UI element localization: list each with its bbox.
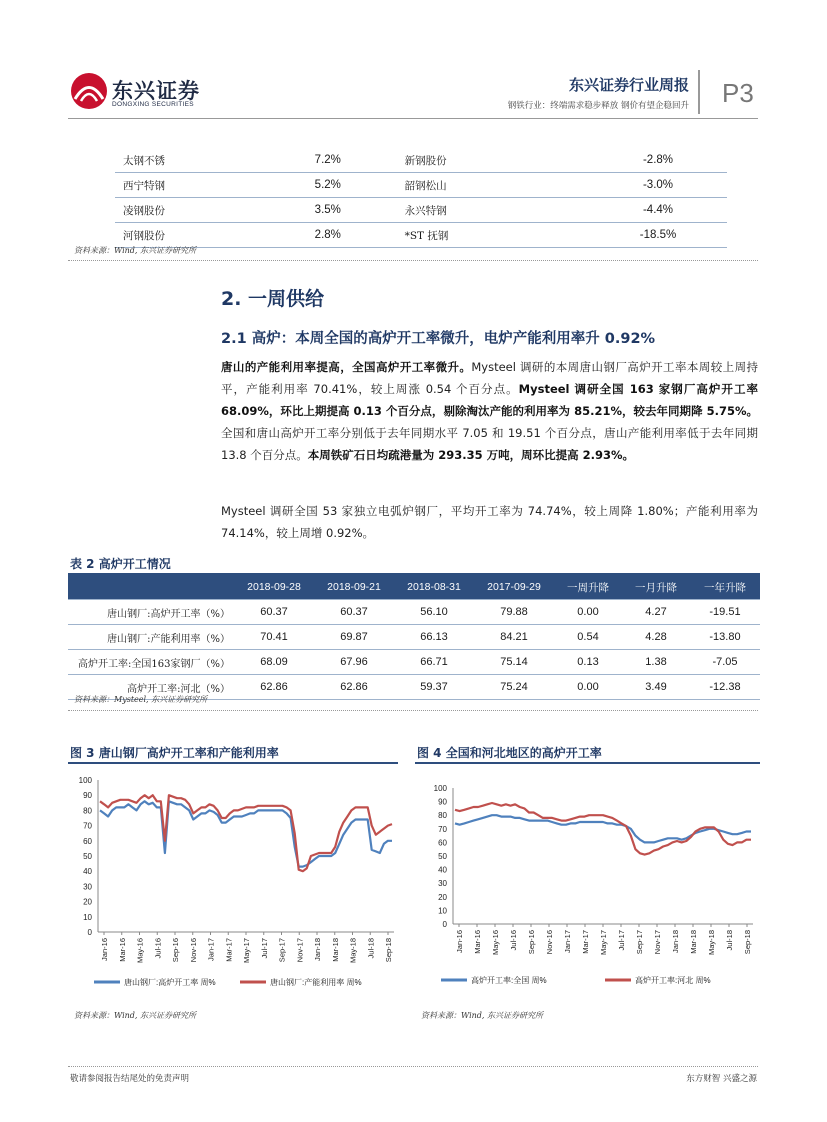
- table-cell: 0.00: [554, 675, 622, 700]
- table-cell: -19.51: [690, 600, 760, 625]
- row-label: 唐山钢厂:高炉开工率（%）: [68, 600, 234, 625]
- series-line-0: [100, 801, 392, 866]
- table-cell: 67.96: [314, 650, 394, 675]
- para1-text-c: 全国和唐山高炉开工率分别低于去年同期水平 7.05 和 19.51 个百分点，唐山产能利用率低于去年同期 13.8 个百分点。: [221, 426, 758, 462]
- table-cell: -18.5%: [589, 223, 727, 248]
- logo-text-en: DONGXING SECURITIES: [112, 101, 194, 108]
- x-tick-label: Jul-18: [366, 938, 376, 959]
- x-tick-label: Mar-17: [581, 930, 590, 954]
- table-cell: 0.00: [554, 600, 622, 625]
- row-label: 高炉开工率:全国163家钢厂（%）: [68, 650, 234, 675]
- y-tick-label: 40: [438, 865, 447, 875]
- y-tick-label: 20: [438, 892, 447, 902]
- stock-change-table: [115, 148, 727, 248]
- x-tick-label: Nov-16: [545, 930, 554, 955]
- x-tick-label: May-17: [242, 938, 251, 964]
- column-header: 2018-09-28: [234, 575, 314, 600]
- table-cell: 3.5%: [259, 198, 397, 223]
- series-line-1: [100, 795, 392, 871]
- table-cell: 70.41: [234, 625, 314, 650]
- y-tick-label: 60: [83, 836, 92, 846]
- table2-source: 资料来源：Mysteel, 东兴证券研究所: [74, 695, 208, 704]
- x-tick-label: Jul-17: [259, 938, 269, 959]
- x-tick-label: Mar-16: [117, 938, 127, 962]
- x-tick-label: Mar-16: [473, 930, 482, 954]
- table-row: [115, 148, 727, 173]
- y-tick-label: 50: [83, 852, 92, 861]
- footer-disclaimer: 敬请参阅报告结尾处的免责声明: [70, 1074, 190, 1084]
- table-cell: 66.13: [394, 625, 474, 650]
- table-cell: 60.37: [234, 600, 314, 625]
- table-cell: 2.8%: [259, 223, 397, 248]
- legend-label: 高炉开工率:全国 周%: [471, 976, 547, 985]
- x-tick-label: May-18: [348, 938, 358, 964]
- figure4-title-rule: [415, 762, 760, 764]
- table-cell: 75.14: [474, 650, 554, 675]
- x-tick-label: Mar-18: [689, 930, 698, 954]
- legend-label: 唐山钢厂:高炉开工率 周%: [124, 978, 216, 987]
- y-tick-label: 100: [78, 776, 92, 785]
- column-header: 2017-09-29: [474, 575, 554, 600]
- x-tick-label: Mar-18: [330, 938, 340, 962]
- table-row: [68, 625, 760, 650]
- footer-slogan: 东方财智 兴盛之源: [686, 1074, 757, 1084]
- table-cell: -7.05: [690, 650, 760, 675]
- report-subtitle: 钢铁行业：终端需求稳步释放 钢价有望企稳回升: [507, 101, 689, 111]
- table-cell: 凌钢股份: [115, 198, 259, 223]
- x-tick-label: Jul-17: [617, 930, 626, 951]
- figure4-source: 资料来源：Wind, 东兴证券研究所: [421, 1011, 543, 1020]
- y-tick-label: 30: [438, 879, 447, 889]
- x-tick-label: May-16: [491, 930, 500, 956]
- table-cell: *ST 抚钢: [397, 223, 589, 248]
- y-tick-label: 70: [83, 821, 92, 831]
- chart-tangshan-blast-furnace: [68, 768, 398, 993]
- table-cell: 75.24: [474, 675, 554, 700]
- table-cell: 永兴特钢: [397, 198, 589, 223]
- x-tick-label: Jan-16: [455, 930, 464, 953]
- table2-title: 表 2 高炉开工情况: [70, 557, 171, 571]
- subsection-heading: 2.1 高炉：本周全国的高炉开工率微升，电炉产能利用率升 0.92%: [221, 331, 656, 347]
- table-cell: 5.2%: [259, 173, 397, 198]
- x-tick-label: Sep-16: [171, 938, 180, 963]
- table-cell: 4.28: [622, 625, 690, 650]
- y-tick-label: 10: [438, 906, 447, 916]
- x-tick-label: Jul-18: [725, 930, 734, 951]
- y-tick-label: 60: [438, 838, 447, 848]
- x-tick-label: Jul-16: [153, 938, 163, 959]
- table-cell: 68.09: [234, 650, 314, 675]
- column-header: 一月升降: [622, 575, 690, 600]
- table-cell: -4.4%: [589, 198, 727, 223]
- table-cell: 3.49: [622, 675, 690, 700]
- x-tick-label: Mar-17: [224, 938, 234, 962]
- x-tick-label: Sep-17: [635, 930, 644, 955]
- column-header: 一周升降: [554, 575, 622, 600]
- section-heading: 2. 一周供给: [221, 288, 325, 310]
- para1-lead: 唐山的产能利用率提高，全国高炉开工率微升。: [221, 360, 472, 374]
- column-header: 2018-09-21: [314, 575, 394, 600]
- x-tick-label: Jan-18: [671, 930, 680, 953]
- y-tick-label: 0: [442, 920, 447, 929]
- company-logo: [70, 70, 200, 112]
- y-tick-label: 80: [83, 806, 92, 816]
- y-tick-label: 80: [438, 811, 447, 821]
- table-cell: 4.27: [622, 600, 690, 625]
- table-cell: 1.38: [622, 650, 690, 675]
- y-tick-label: 90: [83, 791, 92, 801]
- x-tick-label: Sep-18: [384, 938, 393, 963]
- table-row: [115, 173, 727, 198]
- table-cell: 7.2%: [259, 148, 397, 173]
- table-cell: 西宁特钢: [115, 173, 259, 198]
- x-tick-label: May-18: [707, 930, 716, 956]
- x-tick-label: Sep-17: [277, 938, 287, 963]
- table-cell: 56.10: [394, 600, 474, 625]
- y-tick-label: 50: [438, 852, 447, 861]
- x-tick-label: Sep-18: [743, 930, 752, 955]
- figure3-source: 资料来源：Wind, 东兴证券研究所: [74, 1011, 196, 1020]
- paragraph-blast-furnace: [221, 356, 758, 466]
- paragraph-electric-furnace: Mysteel 调研全国 53 家独立电弧炉钢厂，平均开工率为 74.74%，较上周降 1.80%；产能利用率为 74.14%，较上周增 0.92%。: [221, 504, 758, 540]
- y-tick-label: 70: [438, 824, 447, 834]
- table-row: [115, 223, 727, 248]
- logo-text-cn: 东兴证券: [112, 79, 200, 103]
- x-tick-label: May-17: [599, 930, 608, 956]
- x-tick-label: Nov-17: [295, 938, 305, 963]
- figure3-title-rule: [68, 762, 398, 764]
- table-row: [115, 198, 727, 223]
- page-number: P3: [722, 78, 754, 108]
- logo-mark-icon: [70, 72, 108, 110]
- blast-furnace-table: [68, 575, 760, 700]
- table-cell: -2.8%: [589, 148, 727, 173]
- y-tick-label: 30: [83, 882, 92, 892]
- column-header: 2018-08-31: [394, 575, 474, 600]
- y-tick-label: 40: [83, 867, 92, 877]
- y-tick-label: 20: [83, 897, 92, 907]
- row-label: 高炉开工率:河北（%）: [68, 675, 234, 700]
- table-cell: 河钢股份: [115, 223, 259, 248]
- row-label: 唐山钢厂:产能利用率（%）: [68, 625, 234, 650]
- table-cell: 0.13: [554, 650, 622, 675]
- table-cell: 60.37: [314, 600, 394, 625]
- report-title: 东兴证券行业周报: [568, 76, 689, 94]
- column-header: 一年升降: [690, 575, 760, 600]
- table-cell: 62.86: [234, 675, 314, 700]
- x-tick-label: Jul-16: [509, 930, 518, 951]
- y-tick-label: 90: [438, 797, 447, 807]
- table-row: [68, 600, 760, 625]
- table-cell: -3.0%: [589, 173, 727, 198]
- x-tick-label: Sep-16: [527, 930, 536, 955]
- footer-rule: [68, 1066, 758, 1067]
- table-cell: 79.88: [474, 600, 554, 625]
- table-cell: 66.71: [394, 650, 474, 675]
- y-tick-label: 100: [433, 784, 447, 793]
- table-cell: 69.87: [314, 625, 394, 650]
- table-cell: -12.38: [690, 675, 760, 700]
- para1-bold-b: Mysteel 调研全国 163 家钢厂高炉开工率 68.09%，环比上期提高 0.13 个百分点，剔除淘汰产能的利用率为 85.21%，较去年同期降 5.75%。: [221, 382, 759, 418]
- x-tick-label: Jan-17: [563, 930, 572, 953]
- header-rule: [68, 118, 758, 119]
- series-line-0: [455, 815, 751, 842]
- x-tick-label: Nov-17: [653, 930, 662, 955]
- x-tick-label: Jan-17: [206, 938, 216, 961]
- table-cell: -13.80: [690, 625, 760, 650]
- column-header: [68, 575, 234, 600]
- legend-label: 高炉开工率:河北 周%: [635, 976, 711, 985]
- table-cell: 0.54: [554, 625, 622, 650]
- table-header-row: [68, 575, 760, 600]
- chart-national-hebei-blast-furnace: [415, 768, 760, 993]
- x-tick-label: May-16: [135, 938, 145, 964]
- dotted-divider: [68, 260, 758, 261]
- table-cell: 59.37: [394, 675, 474, 700]
- stock-table-source: 资料来源：Wind, 东兴证券研究所: [74, 246, 196, 255]
- table-cell: 新钢股份: [397, 148, 589, 173]
- dotted-divider-2: [68, 710, 758, 711]
- table-row: [68, 650, 760, 675]
- x-tick-label: Nov-16: [188, 938, 198, 963]
- y-tick-label: 0: [87, 928, 92, 937]
- table-cell: 韶钢松山: [397, 173, 589, 198]
- x-tick-label: Jan-16: [100, 938, 109, 961]
- figure3-title: 图 3 唐山钢厂高炉开工率和产能利用率: [70, 746, 279, 760]
- table-cell: 太钢不锈: [115, 148, 259, 173]
- x-tick-label: Jan-18: [313, 938, 322, 961]
- figure4-title: 图 4 全国和河北地区的高炉开工率: [417, 746, 602, 760]
- table-cell: 62.86: [314, 675, 394, 700]
- table-cell: 84.21: [474, 625, 554, 650]
- header-divider-vertical: [698, 70, 700, 114]
- legend-label: 唐山钢厂:产能利用率 周%: [270, 978, 362, 987]
- para1-text-a: Mysteel 调研的本周唐山钢厂高炉开工率本周较上周持平，产能利用率 70.41%，较上周涨 0.54 个百分点。: [221, 360, 758, 396]
- y-tick-label: 10: [83, 912, 92, 922]
- para1-bold-d: 本周铁矿石日均疏港量为 293.35 万吨，周环比提高 2.93%。: [307, 448, 635, 462]
